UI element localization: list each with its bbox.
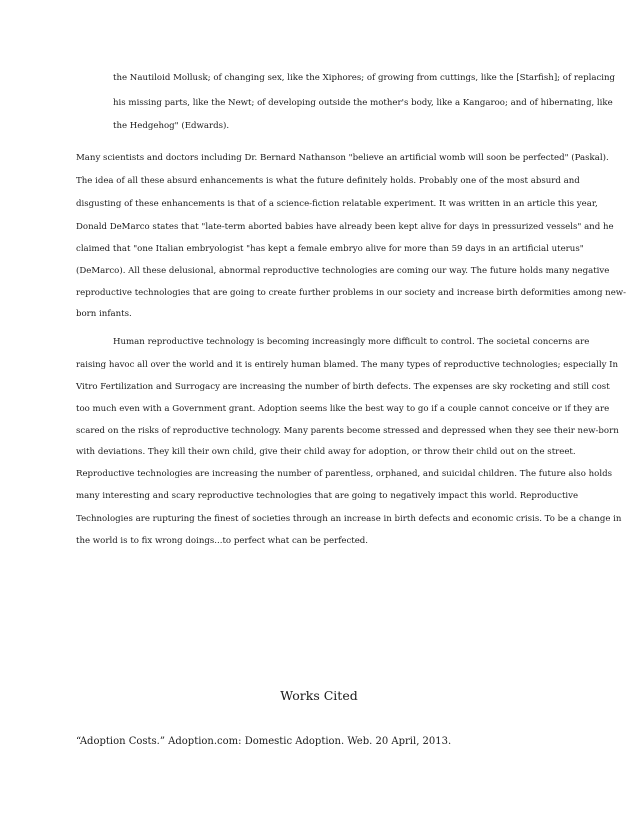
paragraph-line: The idea of all these absurd enhancements is what the future definitely holds. Probably one of the most absurd and (76, 176, 580, 186)
paragraph-line: with deviations. They kill their own child, give their child away for adoption, or throw their child out on the street. (76, 447, 576, 457)
paragraph-line: Technologies are rupturing the finest of societies through an increase in birth defects and economic crisis. To be a change in (76, 514, 622, 524)
paragraph-line: Vitro Fertilization and Surrogacy are increasing the number of birth defects. The expenses are sky rocketing and still cost (76, 382, 610, 392)
paragraph-line: many interesting and scary reproductive technologies that are going to negatively impact this world. Reproductive (76, 491, 579, 501)
paragraph-line: scared on the risks of reproductive technology. Many parents become stressed and depressed when they see their new-born (76, 426, 619, 436)
paragraph-line: too much even with a Government grant. Adoption seems like the best way to go if a couple cannot conceive or if they are (76, 404, 610, 414)
paragraph-line: Reproductive technologies are increasing the number of parentless, orphaned, and suicidal children. The future also holds (76, 469, 612, 479)
quote-line: the Hedgehog" (Edwards). (113, 121, 230, 131)
quote-line: his missing parts, like the Newt; of developing outside the mother's body, like a Kangaroo; and of hibernating, like (113, 98, 613, 108)
citation-entry: “Adoption Costs.” Adoption.com: Domestic Adoption. Web. 20 April, 2013. (76, 736, 452, 747)
paragraph-line: claimed that "one Italian embryologist "has kept a female embryo alive for more than 59 days in an artificial uterus" (76, 244, 584, 254)
paragraph-line: Donald DeMarco states that "late-term aborted babies have already been kept alive for days in pressurized vessels" and he (76, 222, 614, 232)
paragraph-line: born infants. (76, 309, 132, 319)
works-cited-heading: Works Cited (280, 688, 358, 703)
paragraph-line: raising havoc all over the world and it is entirely human blamed. The many types of reproductive technologies; especially In (76, 360, 619, 370)
paragraph-line: Many scientists and doctors including Dr. Bernard Nathanson "believe an artificial womb will soon be perfected" (Paskal). (76, 153, 609, 163)
paragraph-line: reproductive technologies that are going to create further problems in our society and increase birth deformities among new- (76, 288, 627, 298)
paragraph-line: (DeMarco). All these delusional, abnormal reproductive technologies are coming our way. The future holds many negative (76, 266, 610, 276)
paragraph-line: Human reproductive technology is becoming increasingly more difficult to control. The societal concerns are (113, 337, 590, 347)
quote-line: the Nautiloid Mollusk; of changing sex, like the Xiphores; of growing from cuttings, like the [Starfish]; of replacing (113, 73, 616, 83)
paragraph-line: disgusting of these enhancements is that of a science-fiction relatable experiment. It was written in an article this year, (76, 199, 598, 209)
paragraph-line: the world is to fix wrong doings...to perfect what can be perfected. (76, 536, 369, 546)
